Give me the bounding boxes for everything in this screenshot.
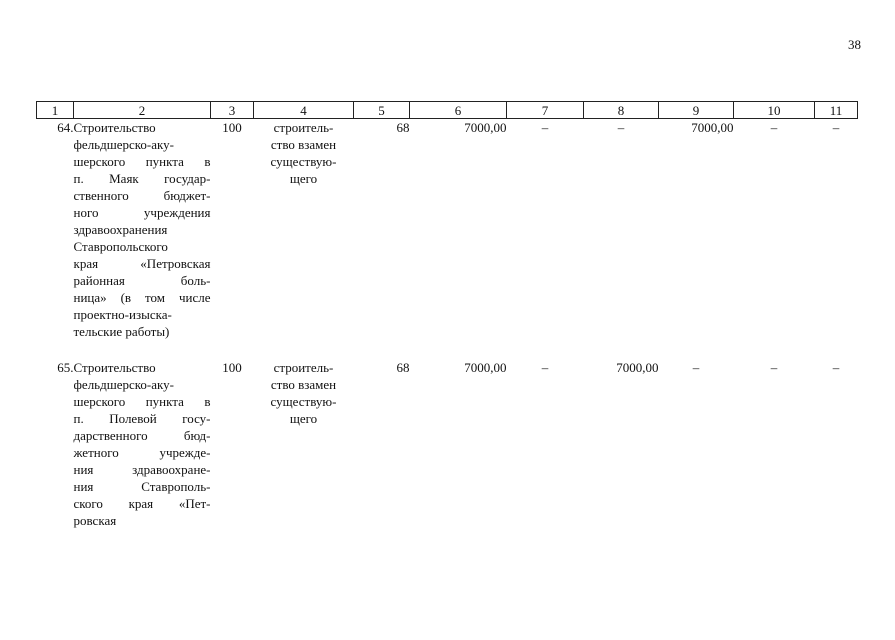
header-col-10: 10: [734, 102, 815, 119]
col-5-value: 68: [396, 360, 410, 375]
col-8-value: –: [617, 120, 625, 135]
capacity: 100: [222, 120, 242, 135]
name-line: ния здравоохране-: [73, 462, 211, 477]
col-6-value: 7000,00: [464, 360, 507, 375]
col-9-value: –: [692, 360, 700, 375]
work-type-line: щего: [289, 411, 318, 426]
header-col-6: 6: [410, 102, 507, 119]
col-11-value: –: [832, 360, 840, 375]
name-line: районная боль-: [73, 273, 211, 288]
name-line: проектно-изыска-: [73, 307, 172, 322]
col-11-value: –: [832, 120, 840, 135]
name-line: ница» (в том числе: [73, 290, 211, 305]
work-type-line: строитель-: [273, 360, 334, 375]
header-col-5: 5: [354, 102, 410, 119]
name-line: жетного учрежде-: [73, 445, 211, 460]
work-type-line: существую-: [270, 154, 337, 169]
col-10-value: –: [770, 120, 778, 135]
name-line: ния Ставрополь-: [73, 479, 211, 494]
name-line: п. Полевой госу-: [73, 411, 211, 426]
name-line: Ставропольского: [73, 239, 168, 254]
col-7-value: –: [541, 360, 549, 375]
work-type: [254, 340, 354, 529]
header-col-9: 9: [659, 102, 734, 119]
col-10-value: –: [770, 360, 778, 375]
name-line: фельдшерско-аку-: [73, 137, 174, 152]
col-9-value: 7000,00: [691, 120, 734, 135]
header-col-3: 3: [211, 102, 254, 119]
page-number: 38: [848, 37, 861, 52]
work-type: [254, 119, 354, 341]
table-row: [37, 119, 858, 341]
name-line: дарственного бюд-: [73, 428, 211, 443]
header-col-2: 2: [74, 102, 211, 119]
header-col-7: 7: [507, 102, 584, 119]
header-col-1: 1: [37, 102, 74, 119]
name-line: Строительство: [73, 120, 156, 135]
object-name: [74, 119, 211, 341]
row-number: 64.: [57, 120, 74, 135]
work-type-line: ство взамен: [270, 137, 337, 152]
header-col-11: 11: [815, 102, 858, 119]
name-line: шерского пункта в: [73, 154, 211, 169]
col-6-value: 7000,00: [464, 120, 507, 135]
name-line: фельдшерско-аку-: [73, 377, 174, 392]
work-type-line: ство взамен: [270, 377, 337, 392]
work-type-line: щего: [289, 171, 318, 186]
header-col-8: 8: [584, 102, 659, 119]
col-8-value: 7000,00: [616, 360, 659, 375]
header-col-4: 4: [254, 102, 354, 119]
column-number-row: [37, 102, 858, 119]
name-line: края «Петровская: [73, 256, 211, 271]
table-row: [37, 340, 858, 529]
name-line: ского края «Пет-: [73, 496, 211, 511]
name-line: здравоохранения: [73, 222, 168, 237]
capacity: 100: [222, 360, 242, 375]
name-line: ственного бюджет-: [73, 188, 211, 203]
work-type-line: строитель-: [273, 120, 334, 135]
col-7-value: –: [541, 120, 549, 135]
work-type-line: существую-: [270, 394, 337, 409]
name-line: тельские работы): [73, 324, 170, 339]
name-line: ного учреждения: [73, 205, 211, 220]
name-line: шерского пункта в: [73, 394, 211, 409]
col-5-value: 68: [396, 120, 410, 135]
name-line: ровская: [73, 513, 117, 528]
row-number: 65.: [57, 360, 74, 375]
name-line: Строительство: [73, 360, 156, 375]
name-line: п. Маяк государ-: [73, 171, 211, 186]
object-name: [74, 340, 211, 529]
investment-table: [36, 101, 858, 529]
